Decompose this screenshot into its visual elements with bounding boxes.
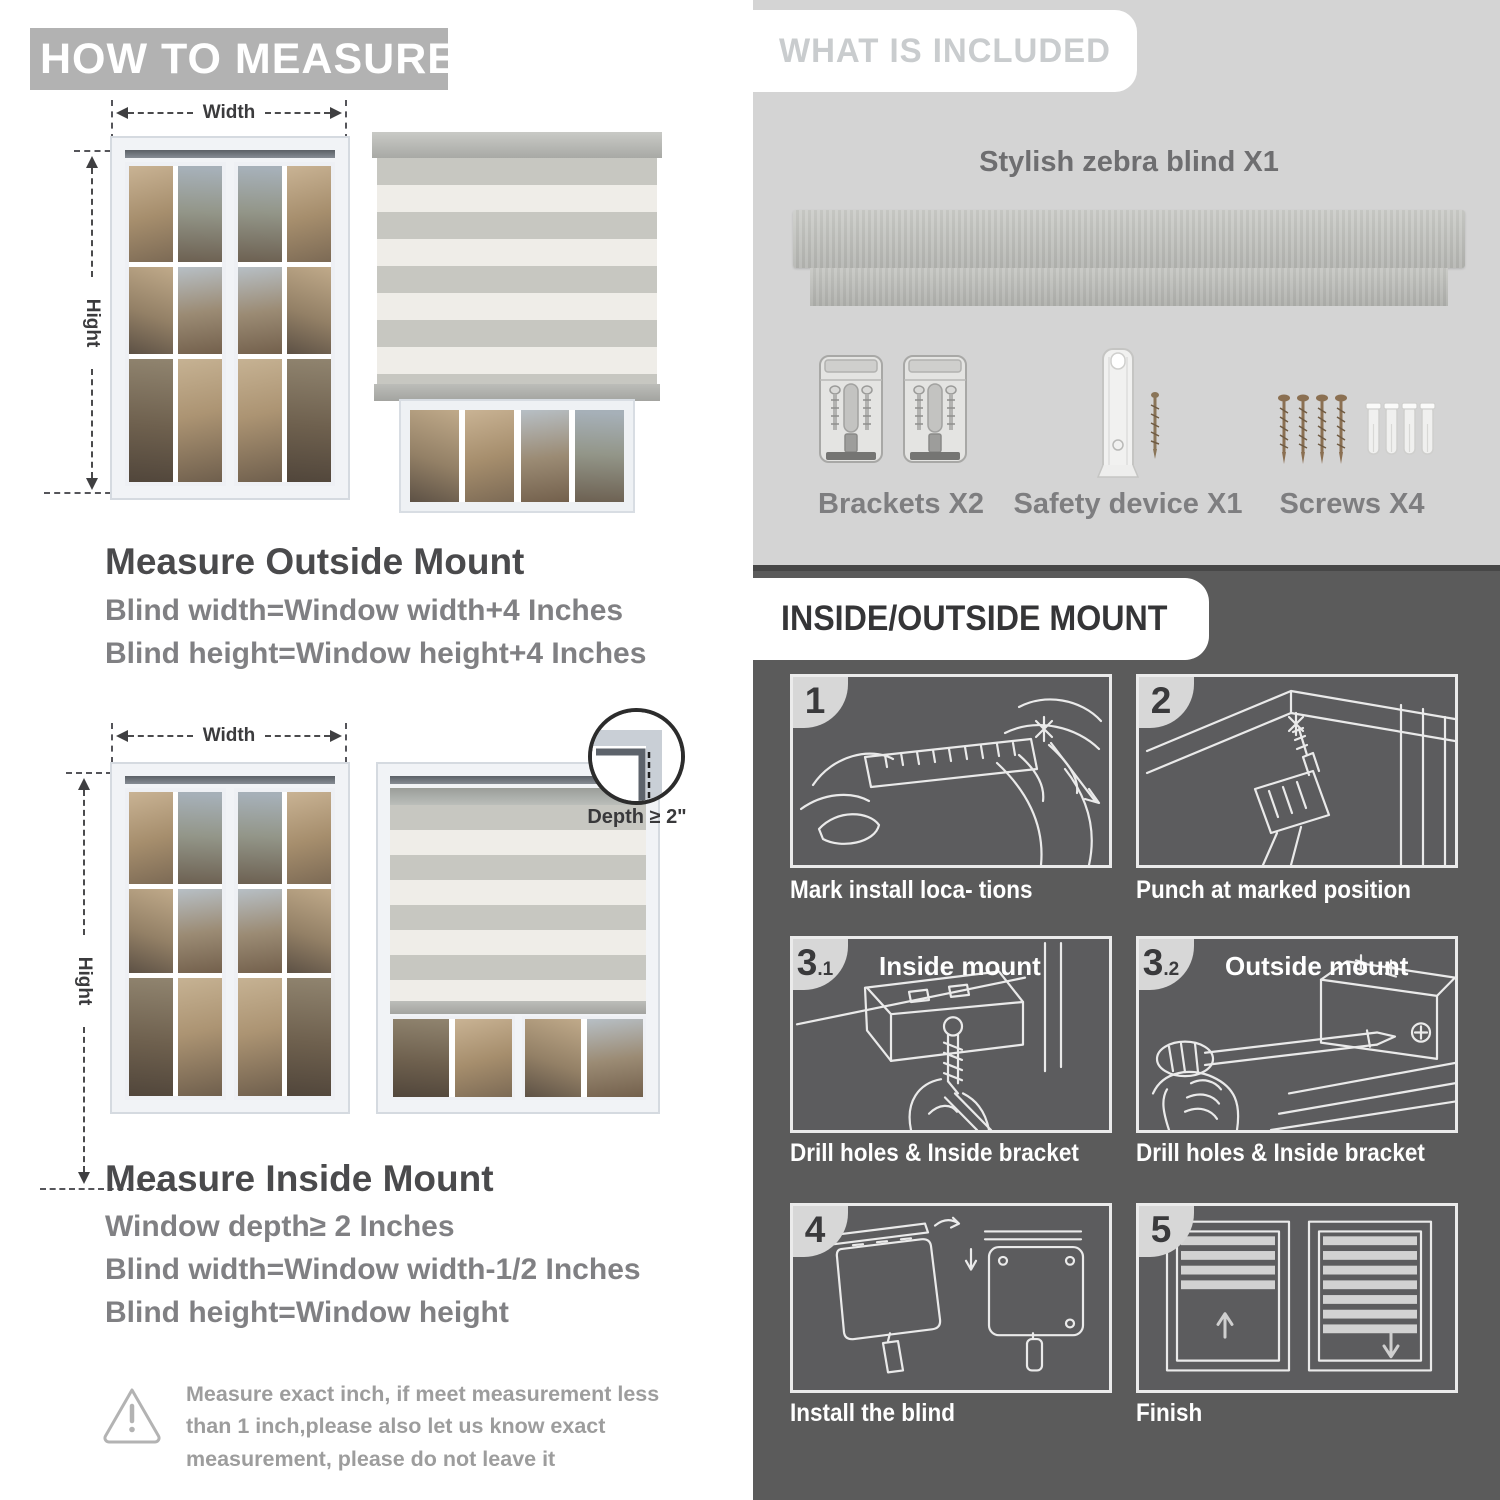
step-3-2-card	[1136, 936, 1458, 1133]
height-arrow-inside	[73, 778, 95, 1184]
depth-requirement-label: Depth ≥ 2"	[587, 806, 687, 828]
arrow-right-icon	[330, 107, 342, 119]
arrow-left-icon	[116, 730, 128, 742]
window-photo-inside	[110, 762, 350, 1114]
outside-mount-badge-label: Outside mount	[1225, 951, 1409, 981]
height-arrow-outside	[81, 156, 103, 490]
step-1-card	[790, 674, 1112, 868]
safety-device-label: Safety device X1	[1013, 488, 1243, 520]
window-photo-outside	[110, 136, 350, 500]
arrow-left-icon	[116, 107, 128, 119]
arrow-up-icon	[78, 778, 90, 790]
depth-magnifier-icon	[588, 708, 685, 805]
width-arrow-outside	[116, 102, 342, 124]
width-tick-left	[111, 100, 113, 140]
step-1-caption: Mark install loca- tions	[790, 876, 1033, 904]
blind-headrail	[372, 132, 662, 158]
step-3-1-card	[790, 936, 1112, 1133]
inside-outside-mount-title: INSIDE/OUTSIDE MOUNT	[781, 599, 1168, 638]
step-number-badge: 1	[790, 674, 848, 728]
step-3-1-caption: Drill holes & Inside bracket	[790, 1139, 1079, 1167]
step-2-caption: Punch at marked position	[1136, 876, 1412, 904]
inside-mount-badge-label: Inside mount	[879, 951, 1041, 981]
step-3-2-caption: Drill holes & Inside bracket	[1136, 1139, 1425, 1167]
step-5-card	[1136, 1203, 1458, 1393]
blind-fabric-stripes	[390, 805, 646, 1001]
step-2-card	[1136, 674, 1458, 868]
step-4-card	[790, 1203, 1112, 1393]
zebra-blind-outside-photo	[372, 132, 662, 511]
blind-bottom-rail	[390, 1001, 646, 1014]
width-label: Width	[202, 725, 256, 746]
zebra-blind-roll-product	[810, 268, 1448, 306]
arrow-right-icon	[330, 730, 342, 742]
width-label: Width	[202, 102, 256, 123]
window-under-blind	[390, 1016, 646, 1100]
inside-rule-3: Blind height=Window height	[105, 1296, 509, 1329]
step-4-caption: Install the blind	[790, 1399, 956, 1427]
height-label: Hight	[82, 298, 103, 348]
blind-bottom-rail	[374, 384, 660, 401]
inside-mount-title: Measure Inside Mount	[105, 1158, 494, 1199]
step-number-badge: 3 .2	[1136, 936, 1194, 990]
step-number-badge: 2	[1136, 674, 1194, 728]
arrow-up-icon	[86, 156, 98, 168]
screws-label: Screws X4	[1279, 488, 1425, 520]
measurement-warning-note: Measure exact inch, if meet measurement less than 1 inch,please also let us know exact measurement, please do not leave it	[186, 1382, 660, 1471]
blind-fabric-stripes	[377, 158, 657, 384]
step-5-caption: Finish	[1136, 1399, 1203, 1427]
what-is-included-header-box	[753, 10, 1137, 92]
exclamation-triangle-icon	[100, 1384, 164, 1444]
step-number-badge: 4	[790, 1203, 848, 1257]
screws-anchors-icon	[1275, 390, 1440, 475]
safety-device-icon	[1085, 345, 1180, 495]
brackets-label: Brackets X2	[818, 488, 985, 520]
height-label: Hight	[74, 956, 95, 1006]
inside-rule-1: Window depth≥ 2 Inches	[105, 1210, 455, 1243]
mounting-brackets-icon	[818, 350, 968, 482]
how-to-measure-header: HOW TO MEASURE	[30, 28, 448, 90]
product-label: Stylish zebra blind X1	[979, 146, 1279, 178]
outside-mount-title: Measure Outside Mount	[105, 541, 525, 582]
step-number-badge: 5	[1136, 1203, 1194, 1257]
inside-rule-2: Blind width=Window width-1/2 Inches	[105, 1253, 641, 1286]
what-is-included-title: WHAT IS INCLUDED	[779, 31, 1111, 70]
outside-rule-2: Blind height=Window height+4 Inches	[105, 637, 647, 670]
step-number-badge: 3 .1	[790, 936, 848, 990]
outside-rule-1: Blind width=Window width+4 Inches	[105, 594, 624, 627]
arrow-down-icon	[78, 1172, 90, 1184]
width-tick-right	[345, 100, 347, 140]
mount-header-box	[753, 578, 1209, 660]
arrow-down-icon	[86, 478, 98, 490]
width-arrow-inside	[116, 725, 342, 747]
window-under-blind	[401, 401, 633, 511]
zebra-blind-headrail-product	[793, 210, 1465, 268]
